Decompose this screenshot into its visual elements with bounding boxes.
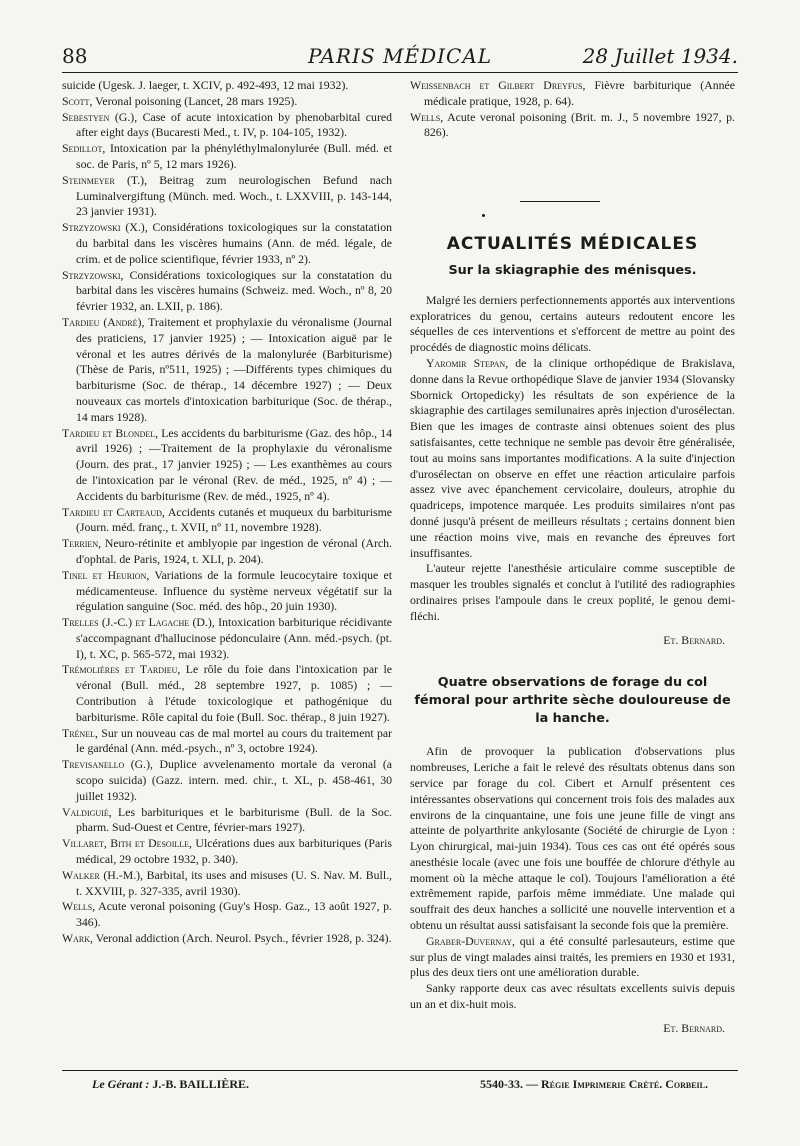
reference-entry (62, 220, 392, 267)
reference-author: Wark, (62, 931, 93, 946)
reference-author: Strzyzowski, (62, 267, 124, 282)
page-footer (62, 1070, 738, 1101)
reference-text: Acute veronal poisoning (Brit. m. J., 5 novembre 1927, p. 826). (424, 109, 735, 140)
reference-text: Traitement et prophylaxie du véronalisme (Journal des praticiens, 17 janvier 1925) ; — Intoxication aiguë par le véronal et les autres dérivés de la malonylurée (Barbiturisme) (Thèse de Paris, nº511, 1925) ; —Différents types chimiques du barbiturisme (Soc. de thérap., 14 décembre 1927) ; — Deux nouveaux cas mortels d'intoxication barbiturique (Soc. de thérap., 14 mars 1928). (76, 314, 392, 424)
reference-text: Veronal poisoning (Lancet, 28 mars 1925). (95, 93, 298, 108)
reference-text: Veronal addiction (Arch. Neurol. Psych., février 1928, p. 324). (95, 931, 392, 946)
reference-author: Tinel et Heurion, (62, 567, 150, 582)
reference-text: Accidents cutanés et muqueux du barbiturisme (Journ. méd. franç., t. XVII, nº 11, novembre 1928). (76, 504, 392, 535)
page-number: 88 (62, 44, 88, 68)
reference-entry (62, 536, 392, 568)
gerant-label: Le Gérant : (92, 1077, 150, 1091)
reference-entry (62, 836, 392, 868)
issue-date: 28 Juillet 1934. (582, 44, 738, 68)
bibliography-continued (410, 78, 735, 141)
reference-entry (62, 757, 392, 804)
reference-entry (62, 78, 392, 94)
reference-entry (62, 615, 392, 662)
reference-entry (62, 110, 392, 142)
reference-text: suicide (Ugesk. J. laeger, t. XCIV, p. 492-493, 12 mai 1932). (62, 78, 349, 92)
reference-author: Tardieu (André), (62, 314, 145, 329)
reference-entry (62, 568, 392, 615)
gerant-line (92, 1077, 249, 1092)
article-1-paragraph: Malgré les derniers perfectionnements apportés aux interventions exploratrices du genou, certains auteurs redoutent encore les séquelles de ces interventions et s'efforcent de mettre au point des procédés de diagnostic moins délicats. (410, 292, 735, 355)
reference-text: Le rôle du foie dans l'intoxication par le véronal (Bull. méd., 28 septembre 1927, p. 1085) ; — Contribution à l'étude toxicologique et pathogénique du barbiturisme. Rôle capital du foie (Bull. Soc. thérap., 8 juin 1927). (76, 662, 392, 724)
reference-entry (62, 931, 392, 947)
reference-entry (410, 78, 735, 110)
reference-author: Tardieu et Carteaud, (62, 504, 165, 519)
page-header (62, 42, 738, 73)
reference-entry (62, 94, 392, 110)
reference-entry (62, 505, 392, 537)
article-2-signature: Et. Bernard. (663, 1020, 725, 1035)
reference-text: Intoxication barbiturique récidivante s'accompagnant d'hallucinose pédonculaire (Ann. méd.-psych. (pt. I), t. XC, p. 565-572, mai 1932). (76, 615, 392, 661)
reference-text: Fièvre barbiturique (Année médicale pratique, 1928, p. 64). (424, 78, 735, 108)
reference-entry (62, 315, 392, 426)
reference-author: Valdiguié, (62, 804, 112, 819)
journal-title: PARIS MÉDICAL (307, 44, 493, 68)
paragraph-text: de la clinique orthopédique de Brakislava, donne dans la Revue orthopédique Slave de janvier 1934 (Slovansky Sbornick Ortopedicky) les résultats de son expérience de la skiagraphie des cartilages semilunaires après injection d'urosélectan. Bien que les images de contraste ainsi obtenues soient des plus satisfaisantes, cette technique ne semble pas devoir être généralisée, tout au moins sans importantes modifications. A la suite d'injection d'urosélectan on observe en effet une réaction articulaire parfois assez vive avec épanchement cervicolaire, douleurs, atrophie du quadriceps, impotence marquée. Les produits similaires n'ont pas donné jusqu'à présent de meilleurs résultats ; certains donnent bien une réaction moins vive, mais en revanche des épreuves fort insuffisantes. (410, 355, 736, 560)
reference-author: Trelles (J.-C.) et Lagache (D.), (62, 615, 215, 630)
reference-author: Weissenbach et Gilbert Dreyfus, (410, 78, 586, 92)
reference-text: Barbital, its uses and misuses (U. S. Nav. M. Bull., t. XXVIII, p. 327-335, avril 1930). (76, 867, 392, 898)
reference-author: Scott, (62, 93, 93, 108)
paragraph-text: qui a été consulté parlesauteurs, estime que sur plus de vingt malades ainsi traités, les premiers en 1930 et 1931, plus des deux tiers ont une amélioration durable. (410, 933, 736, 980)
reference-author: Trénel, (62, 725, 98, 740)
reference-text: Intoxication par la phényléthylmalonylurée (Bull. méd. et soc. de Paris, nº 5, 12 mars 1926). (76, 141, 393, 171)
divider-dot (482, 214, 485, 217)
reference-text: Case of acute intoxication by phenobarbital cured after eight days (Bucaresti Med., t. IV, p. 104-105, 1932). (76, 109, 393, 140)
reference-text: Acute veronal poisoning (Guy's Hosp. Gaz., 13 août 1927, p. 346). (76, 899, 392, 930)
article-2-title: Quatre observations de forage du col fémoral pour arthrite sèche douloureuse de la hanche. (414, 675, 731, 727)
right-column (410, 78, 735, 1043)
section-title: ACTUALITÉS MÉDICALES (446, 234, 699, 255)
reference-author: Villaret, Bith et Desoille, (62, 836, 192, 851)
reference-text: Ulcérations dues aux barbituriques (Paris médical, 29 octobre 1932, p. 340). (76, 836, 392, 867)
reference-entry (62, 426, 392, 505)
author-name: Graber-Duvernay, (426, 933, 515, 948)
reference-author: Tardieu et Blondel, (62, 425, 159, 440)
reference-text: Considérations toxicologiques sur la constatation du barbital dans les viscères humains (Schweiz. med. Woch., nº 8, 20 février 1932, an. LXII, p. 186). (76, 267, 393, 314)
bibliography-column (62, 78, 392, 947)
reference-text: Les accidents du barbiturisme (Gaz. des hôp., 14 avril 1926) ; —Traitement de la prophylaxie du véronalisme (Journ. des prat., 17 janvier 1925) ; — Les exanthèmes au cours de l'intoxication par le véronal (Rev. de méd., 1925, nº 4) ; — Accidents du barbiturisme (Rev. de méd., 1925, nº 4). (76, 425, 392, 503)
article-2-paragraph: Sanky rapporte deux cas avec résultats excellents suivis depuis un an et dix-huit mois. (410, 981, 735, 1012)
article-2-paragraph (410, 934, 735, 981)
gerant-name: J.-B. BAILLIÈRE. (152, 1077, 250, 1091)
reference-entry (62, 899, 392, 931)
reference-entry (62, 173, 392, 220)
printer-line: 5540-33. — Régie Imprimerie Crété. Corbeil. (479, 1077, 708, 1091)
reference-author: Wells, (410, 109, 444, 124)
reference-author: Walker (H.-M.), (62, 867, 144, 882)
reference-author: Sedillot, (62, 141, 106, 156)
reference-text: Sur un nouveau cas de mal mortel au cours du traitement par le gardénal (Ann. méd.-psych., nº 3, octobre 1924). (76, 725, 393, 756)
article-1-title: Sur la skiagraphie des ménisques. (448, 262, 697, 278)
reference-author: Trevisanello (G.), (62, 757, 154, 772)
reference-author: Terrien, (62, 536, 102, 551)
reference-text: Variations de la formule leucocytaire toxique et médicamenteuse. Influence du système nerveux végétatif sur la régulation sanguine (Soc. méd. des hôp., 20 juin 1930). (76, 567, 393, 614)
reference-text: Considérations toxicologiques sur la constatation du barbital dans les viscères humains (Ann. de méd. légale, de crim. et de police scientifique, février 1933, nº 2). (76, 220, 393, 266)
article-2-paragraph: Afin de provoquer la publication d'observations plus nombreuses, Leriche a fait le relevé des résultats obtenus dans son service par forage du col. Cibert et Arnulf présentent ces intéressantes observations qui concernent trois fois des malades aux environs de la cinquantaine, une fois une jeune fille de vingt ans atteinte de polyarthrite ankylosante (Société de chirurgie de Lyon : Lyon chirurgical, mai-juin 1934). Tous ces cas ont été opérés sous anesthésie locale (avec une fois une bouffée de chlorure d'éthyle au moment où la mèche attaque le col). Toujours l'amélioration a été extrêmement rapide, parfois même immédiate. Une malade qui souffrait des deux hanches a sollicité une nouvelle intervention et a obtenu un résultat aussi satisfaisant la seconde fois que la première. (410, 744, 735, 933)
reference-entry (62, 805, 392, 837)
reference-entry (62, 141, 392, 173)
reference-text: Neuro-rétinite et amblyopie par ingestion de véronal (Arch. d'ophtal. de Paris, 1924, t. XLI, p. 204). (76, 536, 393, 566)
reference-entry (62, 726, 392, 758)
reference-entry (62, 662, 392, 725)
reference-author: Trémolières et Tardieu, (62, 662, 181, 677)
article-1-paragraph: L'auteur rejette l'anesthésie articulaire comme susceptible de masquer les troubles signalés et conclut à l'utilité des radiographies ordinaires prises l'ampoule dans le creux poplité, le genou demi-fléchi. (410, 561, 735, 623)
reference-author: Strzyzowski (X.), (62, 220, 148, 235)
reference-author: Steinmeyer (T.), (62, 172, 148, 187)
reference-text: Les barbituriques et le barbiturisme (Bull. de la Soc. pharm. Sud-Ouest et Centre, février-mars 1927). (76, 804, 393, 835)
reference-text: Duplice avvelenamento mortale da veronal (a scopo suicida) (Gazz. intern. med. chir., t. XL, p. 458-461, 30 juillet 1932). (76, 757, 392, 803)
reference-author: Sebestyen (G.), (62, 109, 138, 124)
section-divider (520, 201, 600, 202)
reference-entry (62, 868, 392, 900)
reference-entry (62, 268, 392, 315)
reference-author: Wells, (62, 899, 96, 914)
article-1-paragraph (410, 356, 735, 561)
author-name: Yaromir Stepan, (426, 355, 509, 370)
reference-entry (410, 110, 735, 142)
article-1-signature: Et. Bernard. (663, 632, 725, 647)
reference-text: Beitrag zum neurologischen Befund nach Luminalvergiftung (Münch. med. Woch., t. LXXVIII, p. 143-144, 23 janvier 1931). (76, 172, 393, 219)
